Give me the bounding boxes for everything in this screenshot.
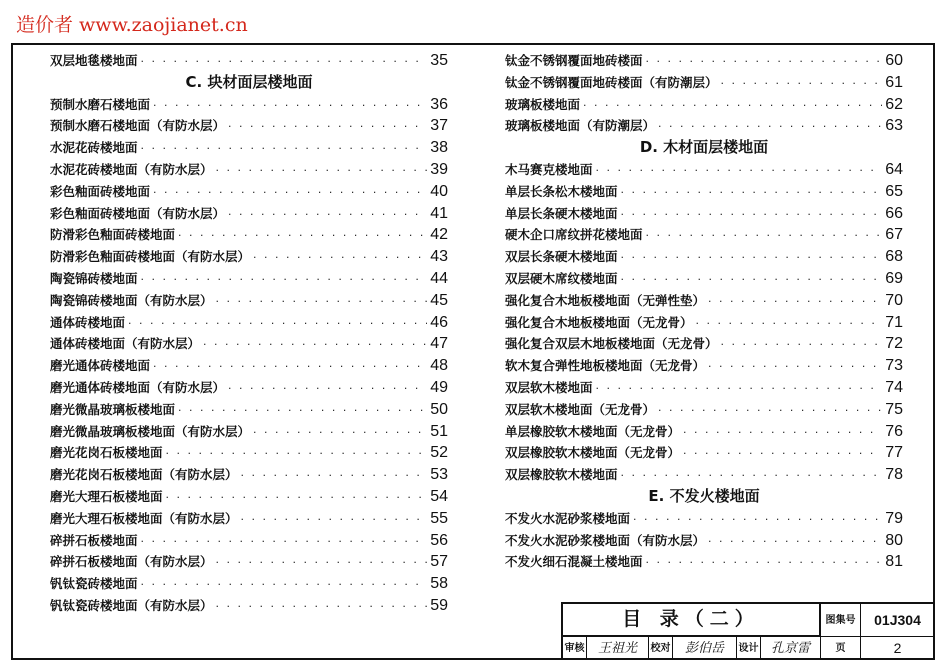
toc-entry-title: 陶瓷锦砖楼地面（有防水层） — [50, 292, 213, 308]
toc-entry-title: 不发火水泥砂浆楼地面（有防水层） — [505, 532, 706, 548]
dot-leader — [203, 334, 427, 356]
section-heading: C. 块材面层楼地面 — [185, 72, 313, 91]
dot-leader — [646, 552, 883, 574]
toc-entry-title: 双层长条硬木楼地面 — [505, 249, 618, 265]
dot-leader — [166, 443, 428, 465]
dot-leader — [228, 204, 427, 226]
page-label: 页 — [821, 637, 861, 660]
toc-entry-page: 69 — [885, 269, 903, 287]
dot-leader — [253, 247, 427, 269]
toc-entry-title: 双层硬木席纹楼地面 — [505, 270, 618, 286]
toc-entry-page: 35 — [430, 52, 448, 69]
dot-leader — [241, 509, 428, 531]
dot-leader — [216, 596, 428, 618]
toc-entry-page: 64 — [885, 160, 903, 178]
toc-entry-title: 单层橡胶软木楼地面（无龙骨） — [505, 423, 681, 439]
toc-entry-page: 72 — [885, 335, 903, 353]
toc-entry — [50, 421, 448, 443]
toc-entry-title: 预制水磨石楼地面（有防水层） — [50, 118, 226, 134]
toc-entry — [50, 224, 448, 246]
toc-entry-title: 磨光通体砖楼地面 — [50, 358, 151, 374]
toc-entry-title: 双层软木楼地面（无龙骨） — [505, 401, 656, 417]
toc-entry-page: 51 — [430, 422, 448, 440]
dot-leader — [621, 465, 883, 487]
toc-entry-page: 71 — [885, 313, 903, 331]
dot-leader — [141, 574, 428, 596]
toc-entry — [50, 442, 448, 464]
toc-entry — [50, 508, 448, 530]
toc-entry-title: 钛金不锈钢覆面地砖楼面（有防潮层） — [505, 74, 718, 90]
toc-entry-title: 彩色釉面砖楼地面（有防水层） — [50, 205, 226, 221]
toc-entry-title: 软木复合弹性地板楼地面（无龙骨） — [505, 358, 706, 374]
toc-entry-page: 56 — [430, 531, 448, 549]
title-block-title: 目 录（二） — [563, 604, 821, 637]
check-label: 校对 — [649, 637, 673, 660]
toc-entry-page: 67 — [885, 226, 903, 244]
toc-entry-title: 不发火细石混凝土楼地面 — [505, 554, 643, 570]
toc-entry — [505, 268, 903, 290]
dot-leader — [216, 291, 428, 313]
dot-leader — [646, 51, 883, 73]
dot-leader — [141, 269, 428, 291]
dot-leader — [153, 182, 427, 204]
toc-entry-page: 73 — [885, 357, 903, 375]
toc-entry-title: 单层长条松木楼地面 — [505, 183, 618, 199]
dot-leader — [128, 313, 427, 335]
toc-entry-title: 碎拼石板楼地面 — [50, 532, 138, 548]
toc-entry — [50, 181, 448, 203]
title-block — [561, 602, 935, 660]
toc-entry-title: 防滑彩色釉面砖楼地面 — [50, 227, 176, 243]
toc-entry — [505, 203, 903, 225]
dot-leader — [596, 378, 883, 400]
toc-entry — [505, 442, 903, 464]
toc-entry-title: 磨光微晶玻璃板楼地面（有防水层） — [50, 423, 251, 439]
toc-entry — [50, 94, 448, 116]
page-number: 2 — [861, 637, 935, 660]
toc-entry-page: 55 — [430, 509, 448, 527]
toc-entry-page: 47 — [430, 335, 448, 353]
section-heading: E. 不发火楼地面 — [648, 486, 760, 505]
dot-leader — [216, 552, 428, 574]
atlas-label: 图集号 — [821, 604, 861, 637]
design-signature: 孔京雷 — [761, 637, 821, 660]
toc-entry-page: 53 — [430, 466, 448, 484]
toc-entry-title: 磨光花岗石板楼地面（有防水层） — [50, 467, 238, 483]
dot-leader — [721, 73, 883, 95]
dot-leader — [708, 356, 882, 378]
toc-entry-page: 62 — [885, 95, 903, 113]
toc-entry — [50, 377, 448, 399]
dot-leader — [683, 422, 882, 444]
dot-leader — [596, 160, 883, 182]
dot-leader — [708, 531, 882, 553]
toc-entry — [505, 159, 903, 181]
toc-entry-page: 44 — [430, 269, 448, 287]
toc-entry-title: 预制水磨石楼地面 — [50, 96, 151, 112]
toc-entry — [505, 290, 903, 312]
toc-entry-page: 79 — [885, 509, 903, 527]
section-heading: D. 木材面层楼地面 — [639, 138, 769, 157]
toc-entry — [505, 333, 903, 355]
dot-leader — [658, 400, 882, 422]
toc-entry-page: 80 — [885, 531, 903, 549]
toc-entry-title: 磨光通体砖楼地面（有防水层） — [50, 379, 226, 395]
design-label: 设计 — [737, 637, 761, 660]
toc-entry-title: 通体砖楼地面（有防水层） — [50, 336, 201, 352]
toc-entry-title: 双层橡胶软木楼地面 — [505, 467, 618, 483]
dot-leader — [178, 225, 427, 247]
toc-entry — [505, 377, 903, 399]
toc-entry — [50, 268, 448, 290]
toc-entry-title: 钒钛瓷砖楼地面（有防水层） — [50, 597, 213, 613]
dot-leader — [646, 225, 883, 247]
dot-leader — [658, 116, 882, 138]
review-signature: 王祖光 — [587, 637, 649, 660]
dot-leader — [228, 116, 427, 138]
toc-entry-title: 双层橡胶软木楼地面（无龙骨） — [505, 445, 681, 461]
dot-leader — [621, 269, 883, 291]
toc-entry-page: 63 — [885, 117, 903, 135]
toc-entry-page: 46 — [430, 313, 448, 331]
toc-entry-page: 81 — [885, 553, 903, 571]
toc-entry — [505, 421, 903, 443]
toc-entry-page: 48 — [430, 357, 448, 375]
toc-entry-page: 58 — [430, 575, 448, 593]
toc-entry-page: 38 — [430, 139, 448, 157]
atlas-number: 01J304 — [861, 604, 935, 637]
toc-entry-page: 78 — [885, 466, 903, 484]
toc-entry-page: 40 — [430, 182, 448, 200]
toc-entry — [50, 312, 448, 334]
dot-leader — [621, 204, 883, 226]
toc-entry-page: 36 — [430, 95, 448, 113]
toc-entry-page: 45 — [430, 291, 448, 309]
toc-entry — [505, 181, 903, 203]
toc-entry — [505, 399, 903, 421]
toc-entry-page: 52 — [430, 444, 448, 462]
toc-entry-page: 68 — [885, 248, 903, 266]
toc-entry-page: 77 — [885, 444, 903, 462]
toc-entry — [50, 399, 448, 421]
dot-leader — [153, 356, 427, 378]
toc-entry — [50, 530, 448, 552]
dot-leader — [621, 182, 883, 204]
toc-entry-title: 水泥花砖楼地面 — [50, 140, 138, 156]
dot-leader — [141, 531, 428, 553]
dot-leader — [153, 95, 427, 117]
toc-right-column — [505, 50, 903, 573]
toc-entry-title: 彩色釉面砖楼地面 — [50, 183, 151, 199]
toc-entry-title: 强化复合木地板楼地面（无弹性垫） — [505, 292, 706, 308]
toc-entry-page: 75 — [885, 400, 903, 418]
toc-entry — [50, 203, 448, 225]
dot-leader — [228, 378, 427, 400]
dot-leader — [178, 400, 427, 422]
dot-leader — [241, 465, 428, 487]
toc-entry-title: 磨光大理石板楼地面 — [50, 488, 163, 504]
toc-entry-page: 57 — [430, 553, 448, 571]
toc-entry — [505, 464, 903, 486]
toc-entry — [505, 355, 903, 377]
dot-leader — [708, 291, 882, 313]
dot-leader — [583, 95, 882, 117]
toc-entry-page: 59 — [430, 596, 448, 614]
toc-entry-title: 通体砖楼地面 — [50, 314, 126, 330]
dot-leader — [621, 247, 883, 269]
toc-entry — [505, 115, 903, 137]
toc-entry-page: 74 — [885, 378, 903, 396]
toc-entry-title: 碎拼石板楼地面（有防水层） — [50, 554, 213, 570]
toc-entry-page: 37 — [430, 117, 448, 135]
check-signature: 彭伯岳 — [673, 637, 737, 660]
toc-entry-title: 钛金不锈钢覆面地砖楼面 — [505, 53, 643, 68]
toc-entry-title: 强化复合木地板楼地面（无龙骨） — [505, 314, 693, 330]
toc-entry-page: 54 — [430, 487, 448, 505]
toc-entry-page: 60 — [885, 52, 903, 69]
dot-leader — [141, 51, 428, 73]
toc-entry-title: 水泥花砖楼地面（有防水层） — [50, 161, 213, 177]
dot-leader — [633, 509, 882, 531]
watermark: 造价者 www.zaojianet.cn — [16, 14, 248, 36]
toc-entry-page: 42 — [430, 226, 448, 244]
toc-entry-page: 65 — [885, 182, 903, 200]
dot-leader — [721, 334, 883, 356]
toc-entry-title: 陶瓷锦砖楼地面 — [50, 270, 138, 286]
toc-entry-page: 39 — [430, 160, 448, 178]
toc-entry-title: 双层软木楼地面 — [505, 379, 593, 395]
toc-entry-page: 61 — [885, 73, 903, 91]
toc-entry-page: 49 — [430, 378, 448, 396]
toc-entry-title: 木马赛克楼地面 — [505, 161, 593, 177]
dot-leader — [166, 487, 428, 509]
dot-leader — [216, 160, 428, 182]
toc-entry-title: 钒钛瓷砖楼地面 — [50, 576, 138, 592]
dot-leader — [253, 422, 427, 444]
toc-entry-title: 磨光花岗石板楼地面 — [50, 445, 163, 461]
toc-entry — [50, 50, 448, 72]
toc-entry — [50, 333, 448, 355]
toc-entry — [50, 355, 448, 377]
toc-entry — [50, 551, 448, 573]
toc-left-column — [50, 50, 448, 617]
toc-entry-title: 磨光微晶玻璃板楼地面 — [50, 401, 176, 417]
toc-entry — [505, 530, 903, 552]
toc-entry-title: 玻璃板楼地面 — [505, 96, 581, 112]
toc-entry — [50, 290, 448, 312]
toc-entry-page: 50 — [430, 400, 448, 418]
toc-entry — [505, 94, 903, 116]
toc-entry — [50, 595, 448, 617]
toc-entry-title: 强化复合双层木地板楼地面（无龙骨） — [505, 336, 718, 352]
toc-entry-title: 玻璃板楼地面（有防潮层） — [505, 118, 656, 134]
toc-entry-page: 41 — [430, 204, 448, 222]
toc-entry — [50, 115, 448, 137]
toc-entry-title: 防滑彩色釉面砖楼地面（有防水层） — [50, 249, 251, 265]
toc-entry — [50, 246, 448, 268]
toc-entry — [505, 224, 903, 246]
toc-entry-page: 66 — [885, 204, 903, 222]
toc-entry-page: 43 — [430, 248, 448, 266]
review-label: 审核 — [563, 637, 587, 660]
toc-entry-title: 硬木企口席纹拼花楼地面 — [505, 227, 643, 243]
toc-entry-title: 磨光大理石板楼地面（有防水层） — [50, 510, 238, 526]
toc-entry — [50, 573, 448, 595]
toc-entry — [505, 246, 903, 268]
toc-entry-title: 不发火水泥砂浆楼地面 — [505, 510, 631, 526]
toc-entry — [505, 50, 903, 72]
toc-entry — [50, 137, 448, 159]
toc-entry — [505, 312, 903, 334]
toc-entry — [505, 72, 903, 94]
toc-entry — [505, 508, 903, 530]
dot-leader — [683, 443, 882, 465]
toc-entry-title: 双层地毯楼地面 — [50, 53, 138, 68]
dot-leader — [696, 313, 883, 335]
toc-entry-page: 70 — [885, 291, 903, 309]
dot-leader — [141, 138, 428, 160]
toc-entry — [50, 464, 448, 486]
toc-entry — [50, 159, 448, 181]
toc-entry-title: 单层长条硬木楼地面 — [505, 205, 618, 221]
toc-entry — [50, 486, 448, 508]
toc-entry — [505, 551, 903, 573]
toc-entry-page: 76 — [885, 422, 903, 440]
